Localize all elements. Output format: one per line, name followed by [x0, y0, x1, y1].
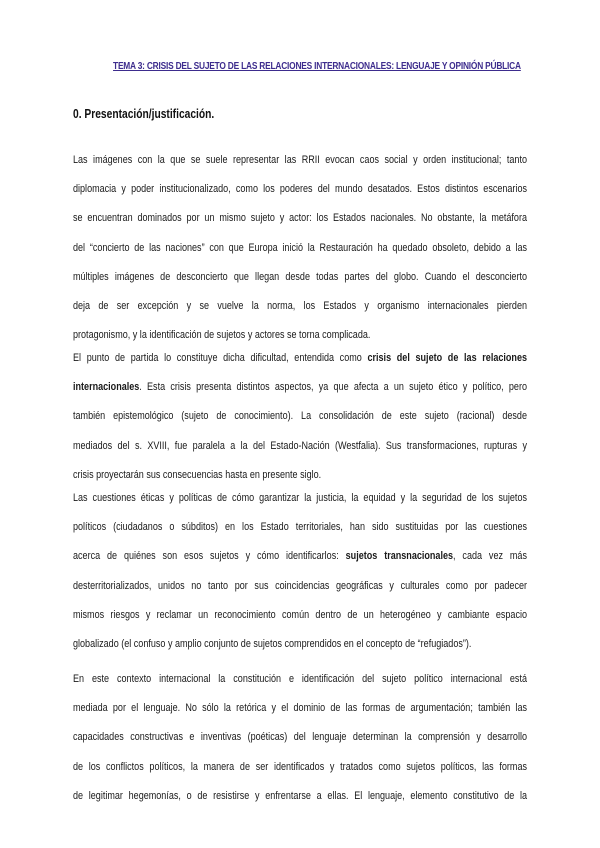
bold-term: internacionales	[73, 381, 140, 394]
text-line: crisis proyectarán sus consecuencias hasta en presente siglo.	[73, 468, 322, 481]
text-line: del “concierto de las naciones” con que Europa inició la Restauración ha quedado obsoleto, debido a las	[73, 241, 527, 254]
text-line: mediados del s. XVIII, fue paralela a la del Estado-Nación (Westfalia). Sus transformaciones, rupturas y	[73, 439, 527, 452]
text-line: políticos (ciudadanos o súbditos) en los Estado territoriales, han sido sustituidas por las cuestiones	[73, 521, 527, 534]
text-line: protagonismo, y la identificación de sujetos y actores se torna complicada.	[73, 329, 371, 342]
paragraph-2	[73, 344, 527, 490]
text-line: capacidades constructivas e inventivas (poéticas) del lenguaje determinan la comprensión y desarrollo	[73, 731, 527, 744]
text-line: globalizado (el confuso y amplio conjunto de sujetos comprendidos en el concepto de “refugiados”).	[73, 637, 472, 650]
text-line: Las cuestiones éticas y políticas de cómo garantizar la justicia, la equidad y la seguridad de los sujetos	[73, 492, 527, 504]
text-line: de los conflictos políticos, la manera de ser identificados y tratados como sujetos políticos, las formas	[73, 760, 527, 773]
text-line: El punto de partida lo constituye dicha dificultad, entendida como crisis del sujeto de las relaciones	[73, 352, 527, 364]
document-title: TEMA 3: CRISIS DEL SUJETO DE LAS RELACIONES INTERNACIONALES: LENGUAJE Y OPINIÓN PÚBLICA	[113, 61, 521, 72]
bold-term: sujetos transnacionales	[345, 550, 454, 563]
text-line: de legitimar hegemonías, o de resistirse y enfrentarse a ellas. El lenguaje, elemento constitutivo de la	[73, 789, 527, 802]
text-line: también epistemológico (sujeto de conocimiento). La consolidación de este sujeto (racional) desde	[73, 410, 527, 423]
paragraph-4	[73, 665, 527, 811]
text-line: deja de ser excepción y se vuelve la norma, los Estados y organismo internacionales pierden	[73, 299, 527, 312]
bold-term: crisis del sujeto de las relaciones	[367, 352, 527, 364]
text-line: acerca de quiénes son esos sujetos y cómo identificarlos: sujetos transnacionales, cada vez más	[73, 550, 527, 563]
text-line: se encuentran dominados por un mismo sujeto y actor: los Estados nacionales. No obstante, la metáfora	[73, 212, 527, 225]
text-line: En este contexto internacional la constitución e identificación del sujeto político internacional está	[73, 673, 527, 685]
paragraph-3	[73, 484, 527, 659]
text-line: mismos riesgos y reclamar un reconocimiento común dentro de un heterogéneo y cambiante espacio	[73, 608, 527, 621]
text-line: diplomacia y poder institucionalizado, como los poderes del mundo desatados. Estos distintos escenarios	[73, 183, 527, 196]
text-line: múltiples imágenes de desconcierto que llegan desde todas partes del globo. Cuando el desconcierto	[73, 270, 527, 283]
text-line: internacionales. Esta crisis presenta distintos aspectos, ya que afecta a un sujeto ético y político, pero	[73, 381, 528, 394]
section-heading: 0. Presentación/justificación.	[73, 107, 215, 121]
text-line: mediada por el lenguaje. No sólo la retórica y el dominio de las formas de argumentación; también las	[73, 702, 527, 715]
paragraph-1	[73, 146, 527, 350]
text-line: desterritorializados, unidos no tanto por sus coincidencias geográficas y culturales como por padecer	[73, 579, 527, 592]
text-line: Las imágenes con la que se suele representar las RRII evocan caos social y orden institucional; tanto	[73, 154, 527, 166]
